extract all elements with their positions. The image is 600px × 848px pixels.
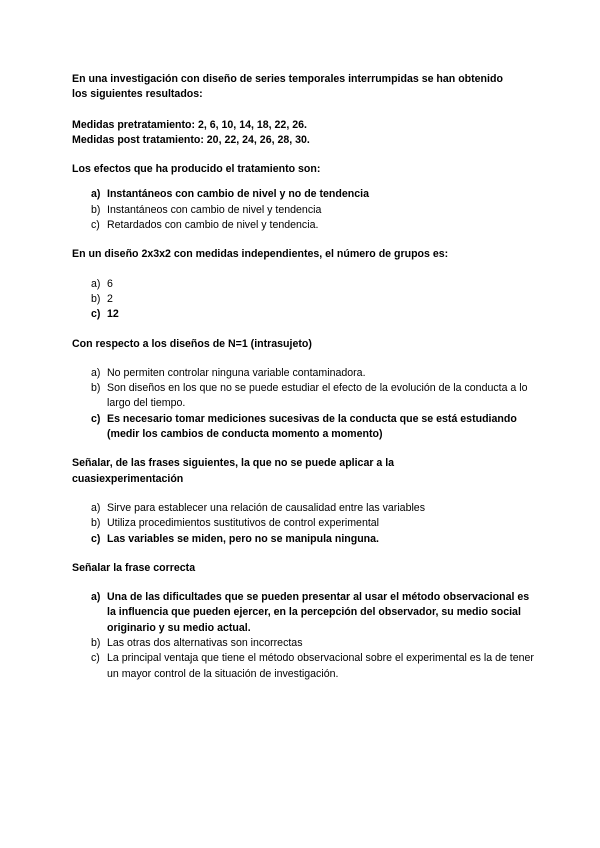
- question-5: [72, 561, 540, 682]
- option: b) Utiliza procedimientos sustitutivos de control experimental: [91, 517, 380, 530]
- option: c) La principal ventaja que tiene el método observacional sobre el experimental es la de tener un mayor control de la situación de investigación.: [91, 652, 534, 680]
- intro-line: En una investigación con diseño de series temporales interrumpidas se han obtenido: [72, 73, 503, 85]
- option: a) Sirve para establecer una relación de causalidad entre las variables: [91, 501, 425, 514]
- option-correct: c) Es necesario tomar mediciones sucesivas de la conducta que se está estudiando (medir los cambios de conducta momento a momento): [91, 412, 517, 441]
- option-list: [72, 277, 540, 323]
- question-stem: Señalar, de las frases siguientes, la que no se puede aplicar a la cuasiexperimentación: [72, 457, 395, 485]
- option-list: [72, 366, 540, 442]
- pretreatment-measures: Medidas pretratamiento: 2, 6, 10, 14, 18, 22, 26.: [72, 118, 307, 131]
- option: b) Las otras dos alternativas son incorrectas: [91, 637, 303, 650]
- intro-line: los siguientes resultados:: [72, 88, 203, 101]
- question-1: [72, 162, 540, 233]
- option-correct: c) Las variables se miden, pero no se manipula ninguna.: [91, 532, 379, 545]
- question-stem: Los efectos que ha producido el tratamiento son:: [72, 163, 321, 176]
- option-list: [72, 187, 540, 233]
- question-3: [72, 337, 540, 443]
- option: b) Instantáneos con cambio de nivel y tendencia: [91, 203, 322, 216]
- question-2: [72, 247, 540, 322]
- intro-block: [72, 72, 540, 148]
- option: c) Retardados con cambio de nivel y tendencia.: [91, 219, 319, 232]
- option: b) Son diseños en los que no se puede estudiar el efecto de la evolución de la conducta a lo largo del tiempo.: [91, 382, 528, 410]
- posttreatment-measures: Medidas post tratamiento: 20, 22, 24, 26, 28, 30.: [72, 133, 310, 146]
- question-stem: Señalar la frase correcta: [72, 561, 196, 574]
- option-list: [72, 501, 540, 547]
- option: a) No permiten controlar ninguna variable contaminadora.: [91, 366, 366, 379]
- option: b) 2: [91, 292, 113, 305]
- option: a) 6: [91, 277, 113, 290]
- option-correct: a) Instantáneos con cambio de nivel y no de tendencia: [91, 188, 369, 201]
- option-correct: c) 12: [91, 308, 119, 321]
- option-correct: a) Una de las dificultades que se pueden presentar al usar el método observacional es la influencia que pueden ejercer, en la percepción del observador, su medio social originario y su medio actual.: [91, 591, 530, 634]
- question-4: [72, 456, 540, 546]
- question-stem: Con respecto a los diseños de N=1 (intrasujeto): [72, 337, 312, 350]
- option-list: [72, 590, 540, 682]
- question-stem: En un diseño 2x3x2 con medidas independientes, el número de grupos es:: [72, 248, 449, 261]
